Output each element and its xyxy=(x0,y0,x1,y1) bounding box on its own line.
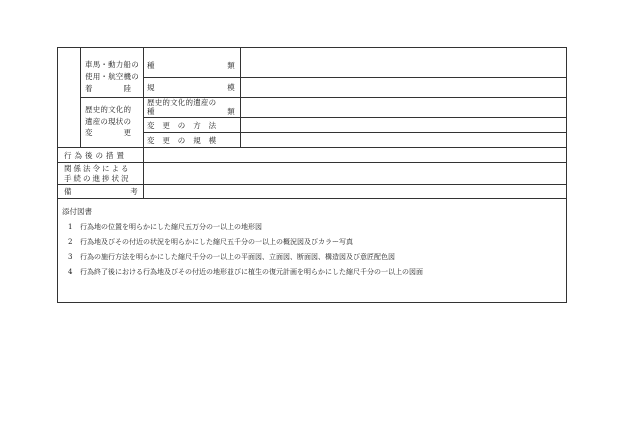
type-label xyxy=(147,60,235,71)
attachment-item xyxy=(68,222,262,232)
type-label-right: 類 xyxy=(227,61,235,70)
attachment-num: 2 xyxy=(68,238,73,246)
form-frame xyxy=(57,47,567,303)
heritage-label-2: 遺産の現状の xyxy=(85,117,132,126)
scale-label-right: 模 xyxy=(227,83,235,92)
col-line-b xyxy=(143,47,144,198)
change-scale-label: 変 更 の 規 模 xyxy=(147,136,217,145)
row-line-1 xyxy=(143,77,567,78)
heritage-type-right: 類 xyxy=(227,107,235,116)
heritage-label-3: 変 更 xyxy=(85,128,132,137)
row-line-4 xyxy=(143,132,567,133)
change-method-label: 変 更 の 方 法 xyxy=(147,121,217,130)
vehicles-label-2: 使用・航空機の xyxy=(85,72,139,81)
remarks-left: 備 xyxy=(64,187,72,196)
related-law-label-2: 手続の進捗状況 xyxy=(64,174,131,183)
row-line-3 xyxy=(143,117,567,118)
attachment-text: 行為終了後における行為地及びその付近の地形並びに植生の復元計画を明らかにした縮尺千分の一以上の図面 xyxy=(80,268,423,276)
row-line-5 xyxy=(57,147,567,148)
heritage-type-line2 xyxy=(147,106,235,117)
vehicles-label-3: 着 陸 xyxy=(85,84,132,93)
remarks-right: 考 xyxy=(130,187,138,196)
heritage-type-left: 種 xyxy=(147,107,155,116)
row-line-7 xyxy=(57,184,567,185)
attachment-item xyxy=(68,237,353,247)
attachment-text: 行為の施行方法を明らかにした縮尺千分の一以上の平面図、立面図、断面図、構造図及び意匠配色図 xyxy=(80,253,395,261)
attachment-num: 3 xyxy=(68,253,73,261)
type-label-left: 種 xyxy=(147,61,155,70)
attachment-text: 行為地及びその付近の状況を明らかにした縮尺五千分の一以上の概況図及びカラー写真 xyxy=(80,238,353,246)
vehicles-label-1: 車馬・動力船の xyxy=(85,60,139,69)
remarks-label xyxy=(64,186,138,197)
related-law-label-1: 関係法令による xyxy=(64,164,131,173)
row-line-8 xyxy=(57,198,567,199)
heritage-label-1: 歴史的文化的 xyxy=(85,105,132,114)
attachment-text: 行為地の位置を明らかにした縮尺五万分の一以上の地形図 xyxy=(80,223,262,231)
scale-label-left: 規 xyxy=(147,83,155,92)
attachment-num: 1 xyxy=(68,223,73,231)
after-action-label: 行為後の措置 xyxy=(64,151,127,160)
row-line-6 xyxy=(57,162,567,163)
scale-label xyxy=(147,82,235,93)
attachment-item xyxy=(68,252,395,262)
attachment-num: 4 xyxy=(68,268,73,276)
heritage-type-line1: 歴史的文化的遺産の xyxy=(147,98,217,107)
attachments-title: 添付図書 xyxy=(62,207,92,216)
attachment-item xyxy=(68,267,423,277)
